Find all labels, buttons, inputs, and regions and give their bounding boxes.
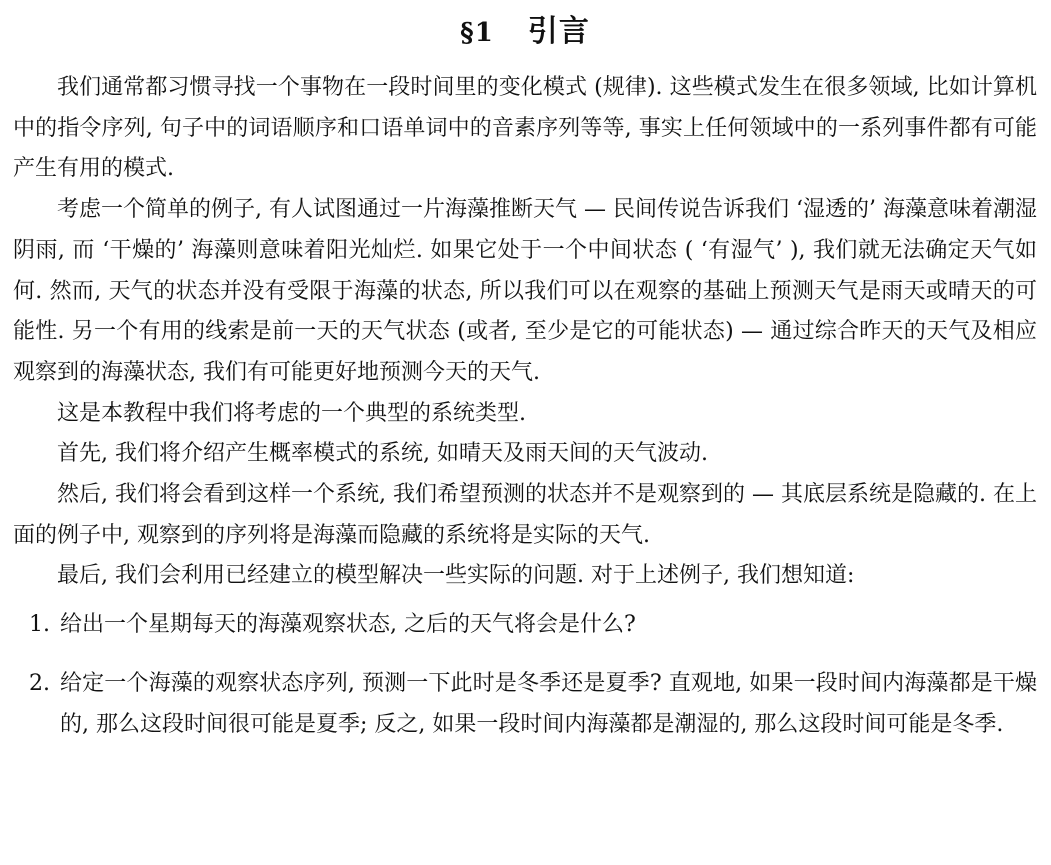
list-item-number: 1. — [29, 612, 50, 638]
document-page — [13, 0, 1037, 763]
list-item-number: 2. — [29, 670, 50, 696]
paragraph: 考虑一个简单的例子, 有人试图通过一片海藻推断天气 — 民间传说告诉我们 ‘湿透的’ 海藻意味着潮湿阴雨, 而 ‘干燥的’ 海藻则意味着阳光灿烂. 如果它处于一个中间状态 ( ‘有湿气’ ), 我们就无法确定天气如何. 然而, 天气的状态并没有受限于海藻的状态, 所以我们可以在观察的基础上预测天气是雨天或晴天的可能性. 另一个有用的线索是前一天的天气状态 (或者, 至少是它的可能状态) — 通过综合昨天的天气及相应观察到的海藻状态, 我们有可能更好地预测今天的天气. — [13, 197, 1037, 385]
body-text — [13, 68, 1037, 597]
paragraph: 这是本教程中我们将考虑的一个典型的系统类型. — [57, 400, 526, 426]
paragraph: 然后, 我们将会看到这样一个系统, 我们希望预测的状态并不是观察到的 — 其底层系统是隐藏的. 在上面的例子中, 观察到的序列将是海藻而隐藏的系统将是实际的天气. — [13, 482, 1037, 548]
list-item-text: 给出一个星期每天的海藻观察状态, 之后的天气将会是什么? — [60, 612, 636, 638]
question-list — [13, 605, 1037, 745]
paragraph: 首先, 我们将介绍产生概率模式的系统, 如晴天及雨天间的天气波动. — [57, 441, 708, 467]
list-item-text: 给定一个海藻的观察状态序列, 预测一下此时是冬季还是夏季? 直观地, 如果一段时间内海藻都是干燥的, 那么这段时间很可能是夏季; 反之, 如果一段时间内海藻都是潮湿的, 那么这段时间可能是冬季. — [60, 670, 1037, 737]
section-number: §1 — [460, 18, 494, 48]
paragraph: 最后, 我们会利用已经建立的模型解决一些实际的问题. 对于上述例子, 我们想知道: — [57, 563, 855, 589]
paragraph: 我们通常都习惯寻找一个事物在一段时间里的变化模式 (规律). 这些模式发生在很多领域, 比如计算机中的指令序列, 句子中的词语顺序和口语单词中的音素序列等等, 事实上任何领域中的一系列事件都有可能产生有用的模式. — [13, 75, 1037, 182]
section-title: 引言 — [527, 14, 590, 49]
list-item — [13, 605, 1037, 646]
section-heading — [13, 10, 1037, 54]
list-item — [13, 664, 1037, 745]
